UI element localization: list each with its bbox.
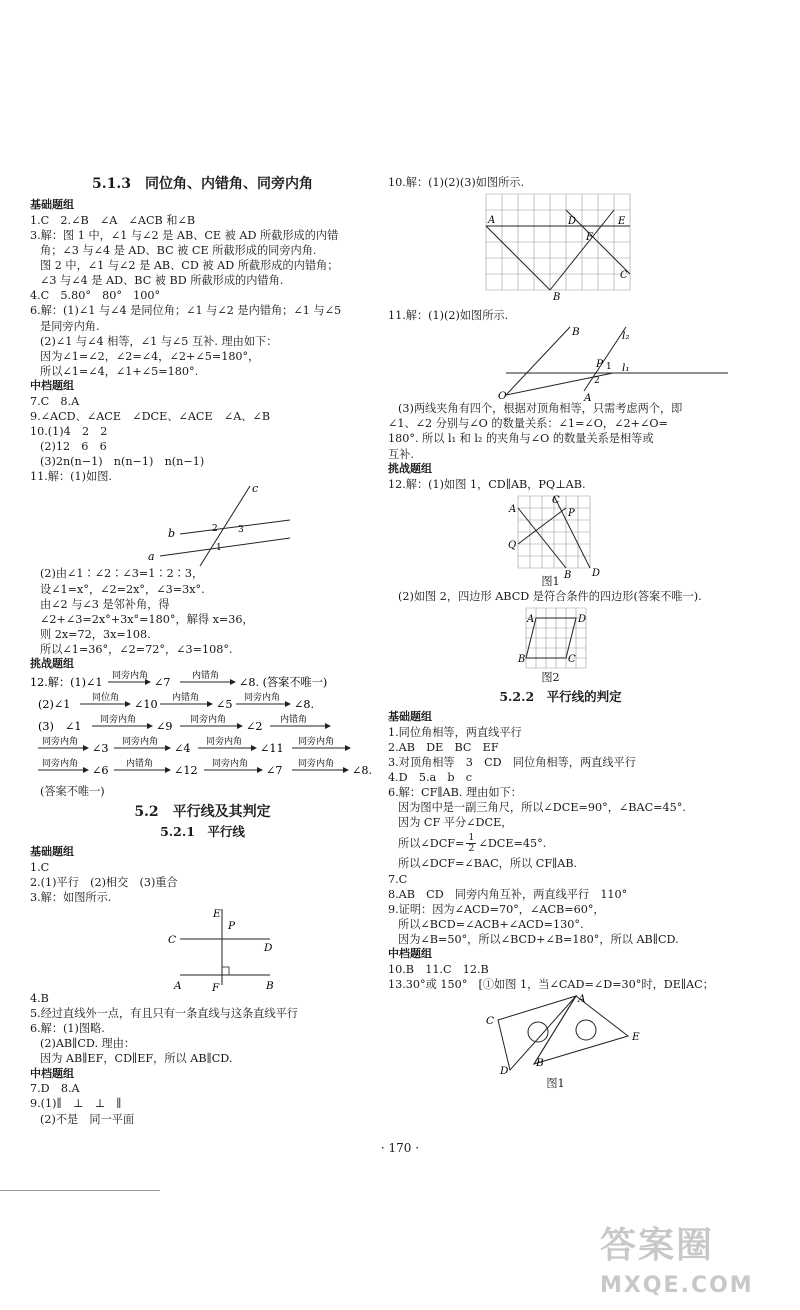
label-a: a: [148, 550, 155, 564]
answer-note: (答案不唯一): [40, 784, 105, 798]
svg-text:同旁内角: 同旁内角: [244, 692, 281, 703]
answer-line: 4.C 5.80° 80° 100°: [30, 289, 161, 303]
svg-text:内错角: 内错角: [280, 714, 308, 725]
answer-line: 6.解：CF∥AB. 理由如下：: [388, 786, 522, 800]
watermark-url: MXQE.COM: [600, 1272, 754, 1298]
point-label: B: [564, 569, 572, 581]
svg-text:内错角: 内错角: [192, 670, 220, 681]
svg-text:E: E: [632, 1031, 640, 1044]
svg-text:同位角: 同位角: [92, 692, 120, 703]
answer-line: 5.经过直线外一点，有且只有一条直线与这条直线平行: [30, 1007, 298, 1021]
svg-text:内错角: 内错角: [172, 692, 200, 703]
group-mid: 中档题组: [388, 947, 432, 961]
svg-text:D: D: [500, 1065, 509, 1078]
figure-angle-q11: [498, 323, 718, 405]
point-label: E: [618, 216, 626, 228]
label-2: 2: [212, 524, 218, 535]
right-column: [388, 175, 733, 1091]
answer-line: 是同旁内角.: [40, 319, 100, 333]
answer-line: 3.解：图 1 中，∠1 与∠2 是 AB、CE 被 AD 所截形成的内错: [30, 228, 339, 242]
point-label: B: [553, 292, 561, 304]
point-label: D: [568, 216, 577, 228]
svg-text:E: E: [213, 907, 221, 920]
svg-text:∠6: ∠6: [92, 763, 109, 777]
point-label: F: [586, 232, 593, 244]
svg-text:同旁内角: 同旁内角: [190, 714, 227, 725]
svg-text:同旁内角: 同旁内角: [122, 736, 159, 747]
answer-line: 因为 AB∥EF，CD∥EF，所以 AB∥CD.: [40, 1052, 233, 1066]
svg-text:同旁内角: 同旁内角: [100, 714, 137, 725]
svg-text:C: C: [168, 933, 177, 946]
point-label: A: [488, 215, 496, 227]
figure-grid-q10: [478, 190, 638, 302]
answer-line: 设∠1=x°，∠2=2x°，∠3=3x°.: [40, 582, 205, 596]
answer-line: 7.C 8.A: [30, 394, 80, 408]
answer-line: 所以∠DCF= $\frac{1}{2}$ ∠DCE=45°.: [398, 832, 547, 854]
label-c: c: [252, 482, 259, 496]
answer-line: ∠1、∠2 分别与∠O 的数量关系：∠1=∠O，∠2+∠O=: [388, 417, 668, 431]
answer-line: 互补.: [388, 447, 414, 461]
svg-text:∠8.: ∠8.: [352, 763, 373, 777]
group-basic: 基础题组: [30, 844, 74, 858]
section-heading-5-2: 5.2 平行线及其判定: [134, 804, 271, 821]
figure-intersecting-lines: [40, 484, 340, 566]
svg-text:F: F: [212, 981, 220, 994]
answer-line: 3.解：如图所示.: [30, 890, 112, 904]
answer-line: ∠2+∠3=2x°+3x°=180°，解得 x=36，: [40, 612, 254, 626]
svg-text:B: B: [572, 326, 580, 339]
point-label: C: [620, 270, 628, 282]
svg-text:∠2: ∠2: [246, 719, 263, 733]
svg-text:内错角: 内错角: [126, 758, 154, 769]
answer-line: 因为∠B=50°，所以∠BCD+∠B=180°，所以 AB∥CD.: [398, 932, 679, 946]
answer-line: 所以∠BCD=∠ACB+∠ACD=130°.: [398, 917, 584, 931]
answer-line: 180°. 所以 l₁ 和 l₂ 的夹角与∠O 的数量关系是相等或: [388, 432, 654, 446]
answer-line: 6.解：(1)∠1 与∠4 是同位角；∠1 与∠2 是内错角；∠1 与∠5: [30, 304, 342, 318]
answer-line: 13.30°或 150° [①如图 1，当∠CAD=∠D=30°时，DE∥AC；: [388, 978, 714, 992]
answer-line: 2.(1)平行 (2)相交 (3)重合: [30, 875, 178, 889]
figure-grid-q12-2: [518, 604, 598, 670]
answer-line: (3)两线夹角有四个，根据对顶角相等，只需考虑两个，即: [398, 402, 683, 416]
answer-line: 所以∠1=∠4，∠1+∠5=180°.: [40, 364, 199, 378]
fraction-half: $\frac{1}{2}$: [468, 832, 475, 854]
svg-text:1: 1: [606, 362, 612, 373]
answer-line: (2)由∠1∶∠2∶∠3=1∶2∶3，: [40, 567, 204, 581]
answer-line: (2)AB∥CD. 理由：: [40, 1037, 136, 1051]
svg-text:B: B: [536, 1057, 544, 1070]
answer-line: (2)不是 同一平面: [40, 1112, 135, 1126]
point-label: D: [592, 567, 601, 579]
answer-line: (3)2n(n−1) n(n−1) n(n−1): [40, 455, 205, 469]
group-basic: 基础题组: [30, 197, 74, 211]
section-heading-5-2-2: 5.2.2 平行线的判定: [499, 688, 622, 704]
answer-line: 1.同位角相等，两直线平行: [388, 725, 522, 739]
svg-text:∠7: ∠7: [154, 675, 171, 689]
svg-text:A: A: [174, 979, 182, 992]
svg-text:P: P: [596, 358, 604, 371]
group-mid: 中档题组: [30, 1066, 74, 1080]
answer-line: 3.对顶角相等 3 CD 同位角相等，两直线平行: [388, 755, 636, 769]
svg-text:∠9: ∠9: [156, 719, 173, 733]
point-label: P: [568, 507, 575, 519]
answer-line: 9.证明：因为∠ACD=70°，∠ACB=60°，: [388, 902, 605, 916]
svg-text:∠5: ∠5: [216, 697, 233, 711]
group-basic: 基础题组: [388, 709, 432, 723]
answer-line: 8.AB CD 同旁内角互补，两直线平行 110°: [388, 887, 628, 901]
section-heading-5-1-3: 5.1.3 同位角、内错角、同旁内角: [92, 176, 313, 192]
answer-line: 10.解：(1)(2)(3)如图所示.: [388, 176, 525, 189]
svg-text:A: A: [584, 392, 592, 405]
group-challenge: 挑战题组: [30, 657, 74, 671]
answer-line: 7.C: [388, 872, 408, 886]
answer-line: 图 2 中，∠1 与∠2 是 AB、CD 被 AD 所截形成的内错角；: [40, 259, 339, 273]
answer-line: 1.C 2.∠B ∠A ∠ACB 和∠B: [30, 213, 196, 227]
svg-text:∠10: ∠10: [134, 697, 158, 711]
svg-text:同旁内角: 同旁内角: [112, 670, 149, 681]
figure-caption: 图2: [541, 670, 560, 684]
section-heading-5-2-1: 5.2.1 平行线: [160, 823, 245, 839]
svg-text:O: O: [498, 390, 507, 403]
watermark-logo: [600, 1222, 790, 1302]
point-label: D: [578, 613, 587, 625]
svg-text:l₁: l₁: [622, 362, 630, 375]
svg-text:∠7: ∠7: [266, 763, 283, 777]
svg-text:B: B: [266, 979, 274, 992]
answer-line: ∠3 与∠4 是 AD、BC 被 BD 所截形成的内错角.: [40, 274, 284, 288]
point-label: A: [509, 503, 517, 515]
group-mid: 中档题组: [30, 378, 74, 392]
svg-text:同旁内角: 同旁内角: [42, 736, 79, 747]
svg-text:∠4: ∠4: [174, 741, 191, 755]
svg-text:2: 2: [594, 376, 600, 387]
angle-chain-figure: [30, 672, 375, 784]
answer-line: 12.解：(1)如图 1，CD∥AB，PQ⊥AB.: [388, 477, 586, 491]
answer-line: 4.D 5.a b c: [388, 770, 472, 784]
figure-caption: 图1: [541, 574, 560, 588]
label-1: 1: [216, 543, 222, 554]
figure-parallel-lines: [40, 905, 340, 994]
answer-line: 所以∠DCF=∠BAC，所以 CF∥AB.: [398, 857, 578, 871]
svg-text:同旁内角: 同旁内角: [42, 758, 79, 769]
answer-line: 2.AB DE BC EF: [388, 740, 499, 754]
svg-text:(2)∠1: (2)∠1: [38, 697, 71, 711]
answer-line: 因为 CF 平分∠DCE，: [398, 816, 513, 830]
svg-text:同旁内角: 同旁内角: [298, 736, 335, 747]
answer-line: (2)∠1 与∠4 相等，∠1 与∠5 互补. 理由如下：: [40, 334, 278, 348]
svg-text:(3) ∠1: (3) ∠1: [38, 719, 82, 733]
answer-line: 7.D 8.A: [30, 1082, 80, 1096]
svg-text:∠11: ∠11: [260, 741, 284, 755]
chain-start: 12.解：(1)∠1: [30, 675, 103, 689]
footer-rule: [0, 1190, 160, 1191]
answer-line: 10.(1)4 2 2: [30, 425, 108, 438]
point-label: Q: [508, 539, 517, 551]
point-label: C: [568, 653, 576, 665]
svg-text:l₂: l₂: [622, 330, 630, 343]
answer-line: (2)如图 2，四边形 ABCD 是符合条件的四边形(答案不唯一).: [398, 589, 702, 603]
figure-triangles-q13: [478, 992, 658, 1076]
svg-text:C: C: [486, 1015, 495, 1028]
svg-text:∠8.: ∠8.: [294, 697, 315, 711]
answer-line: 由∠2 与∠3 是邻补角，得: [40, 597, 170, 611]
watermark-title: 答案圈: [600, 1225, 715, 1266]
left-column: [30, 175, 375, 1127]
svg-text:同旁内角: 同旁内角: [298, 758, 335, 769]
answer-line: 因为图中是一副三角尺，所以∠DCE=90°，∠BAC=45°.: [398, 801, 686, 815]
svg-text:D: D: [264, 941, 273, 954]
answer-line: 9.(1)∥ ⊥ ⊥ ∥: [30, 1097, 122, 1111]
answer-line: 9.∠ACD、∠ACE ∠DCE、∠ACE ∠A、∠B: [30, 409, 271, 423]
answer-line: 因为∠1=∠2，∠2=∠4，∠2+∠5=180°，: [40, 349, 260, 363]
point-label: C: [552, 494, 560, 506]
answer-line: 所以∠1=36°，∠2=72°，∠3=108°.: [40, 642, 233, 656]
svg-text:∠8. (答案不唯一): ∠8. (答案不唯一): [239, 675, 328, 689]
answer-line: 角；∠3 与∠4 是 AD、BC 被 CE 所截形成的同旁内角.: [40, 243, 317, 257]
answer-line: 则 2x=72，3x=108.: [40, 627, 151, 641]
label-b: b: [168, 527, 176, 541]
svg-text:同旁内角: 同旁内角: [212, 758, 249, 769]
page-number: · 170 ·: [380, 1141, 420, 1155]
answer-line: 1.C: [30, 860, 50, 874]
answer-line: 11.解：(1)如图.: [30, 470, 112, 484]
svg-text:P: P: [228, 919, 236, 932]
svg-text:∠3: ∠3: [92, 741, 109, 755]
point-label: B: [518, 653, 526, 665]
point-label: A: [527, 613, 535, 625]
group-challenge: 挑战题组: [388, 461, 432, 475]
answer-line: 11.解：(1)(2)如图所示.: [388, 309, 509, 323]
svg-text:同旁内角: 同旁内角: [206, 736, 243, 747]
answer-line: 10.B 11.C 12.B: [388, 962, 489, 976]
answer-line: 6.解：(1)图略.: [30, 1022, 105, 1036]
answer-line: 4.B: [30, 991, 49, 1005]
figure-caption: 图1: [546, 1077, 565, 1091]
answer-line: (2)12 6 6: [40, 440, 107, 454]
label-3: 3: [238, 525, 244, 536]
svg-text:A: A: [578, 993, 586, 1006]
svg-text:∠12: ∠12: [174, 763, 198, 777]
